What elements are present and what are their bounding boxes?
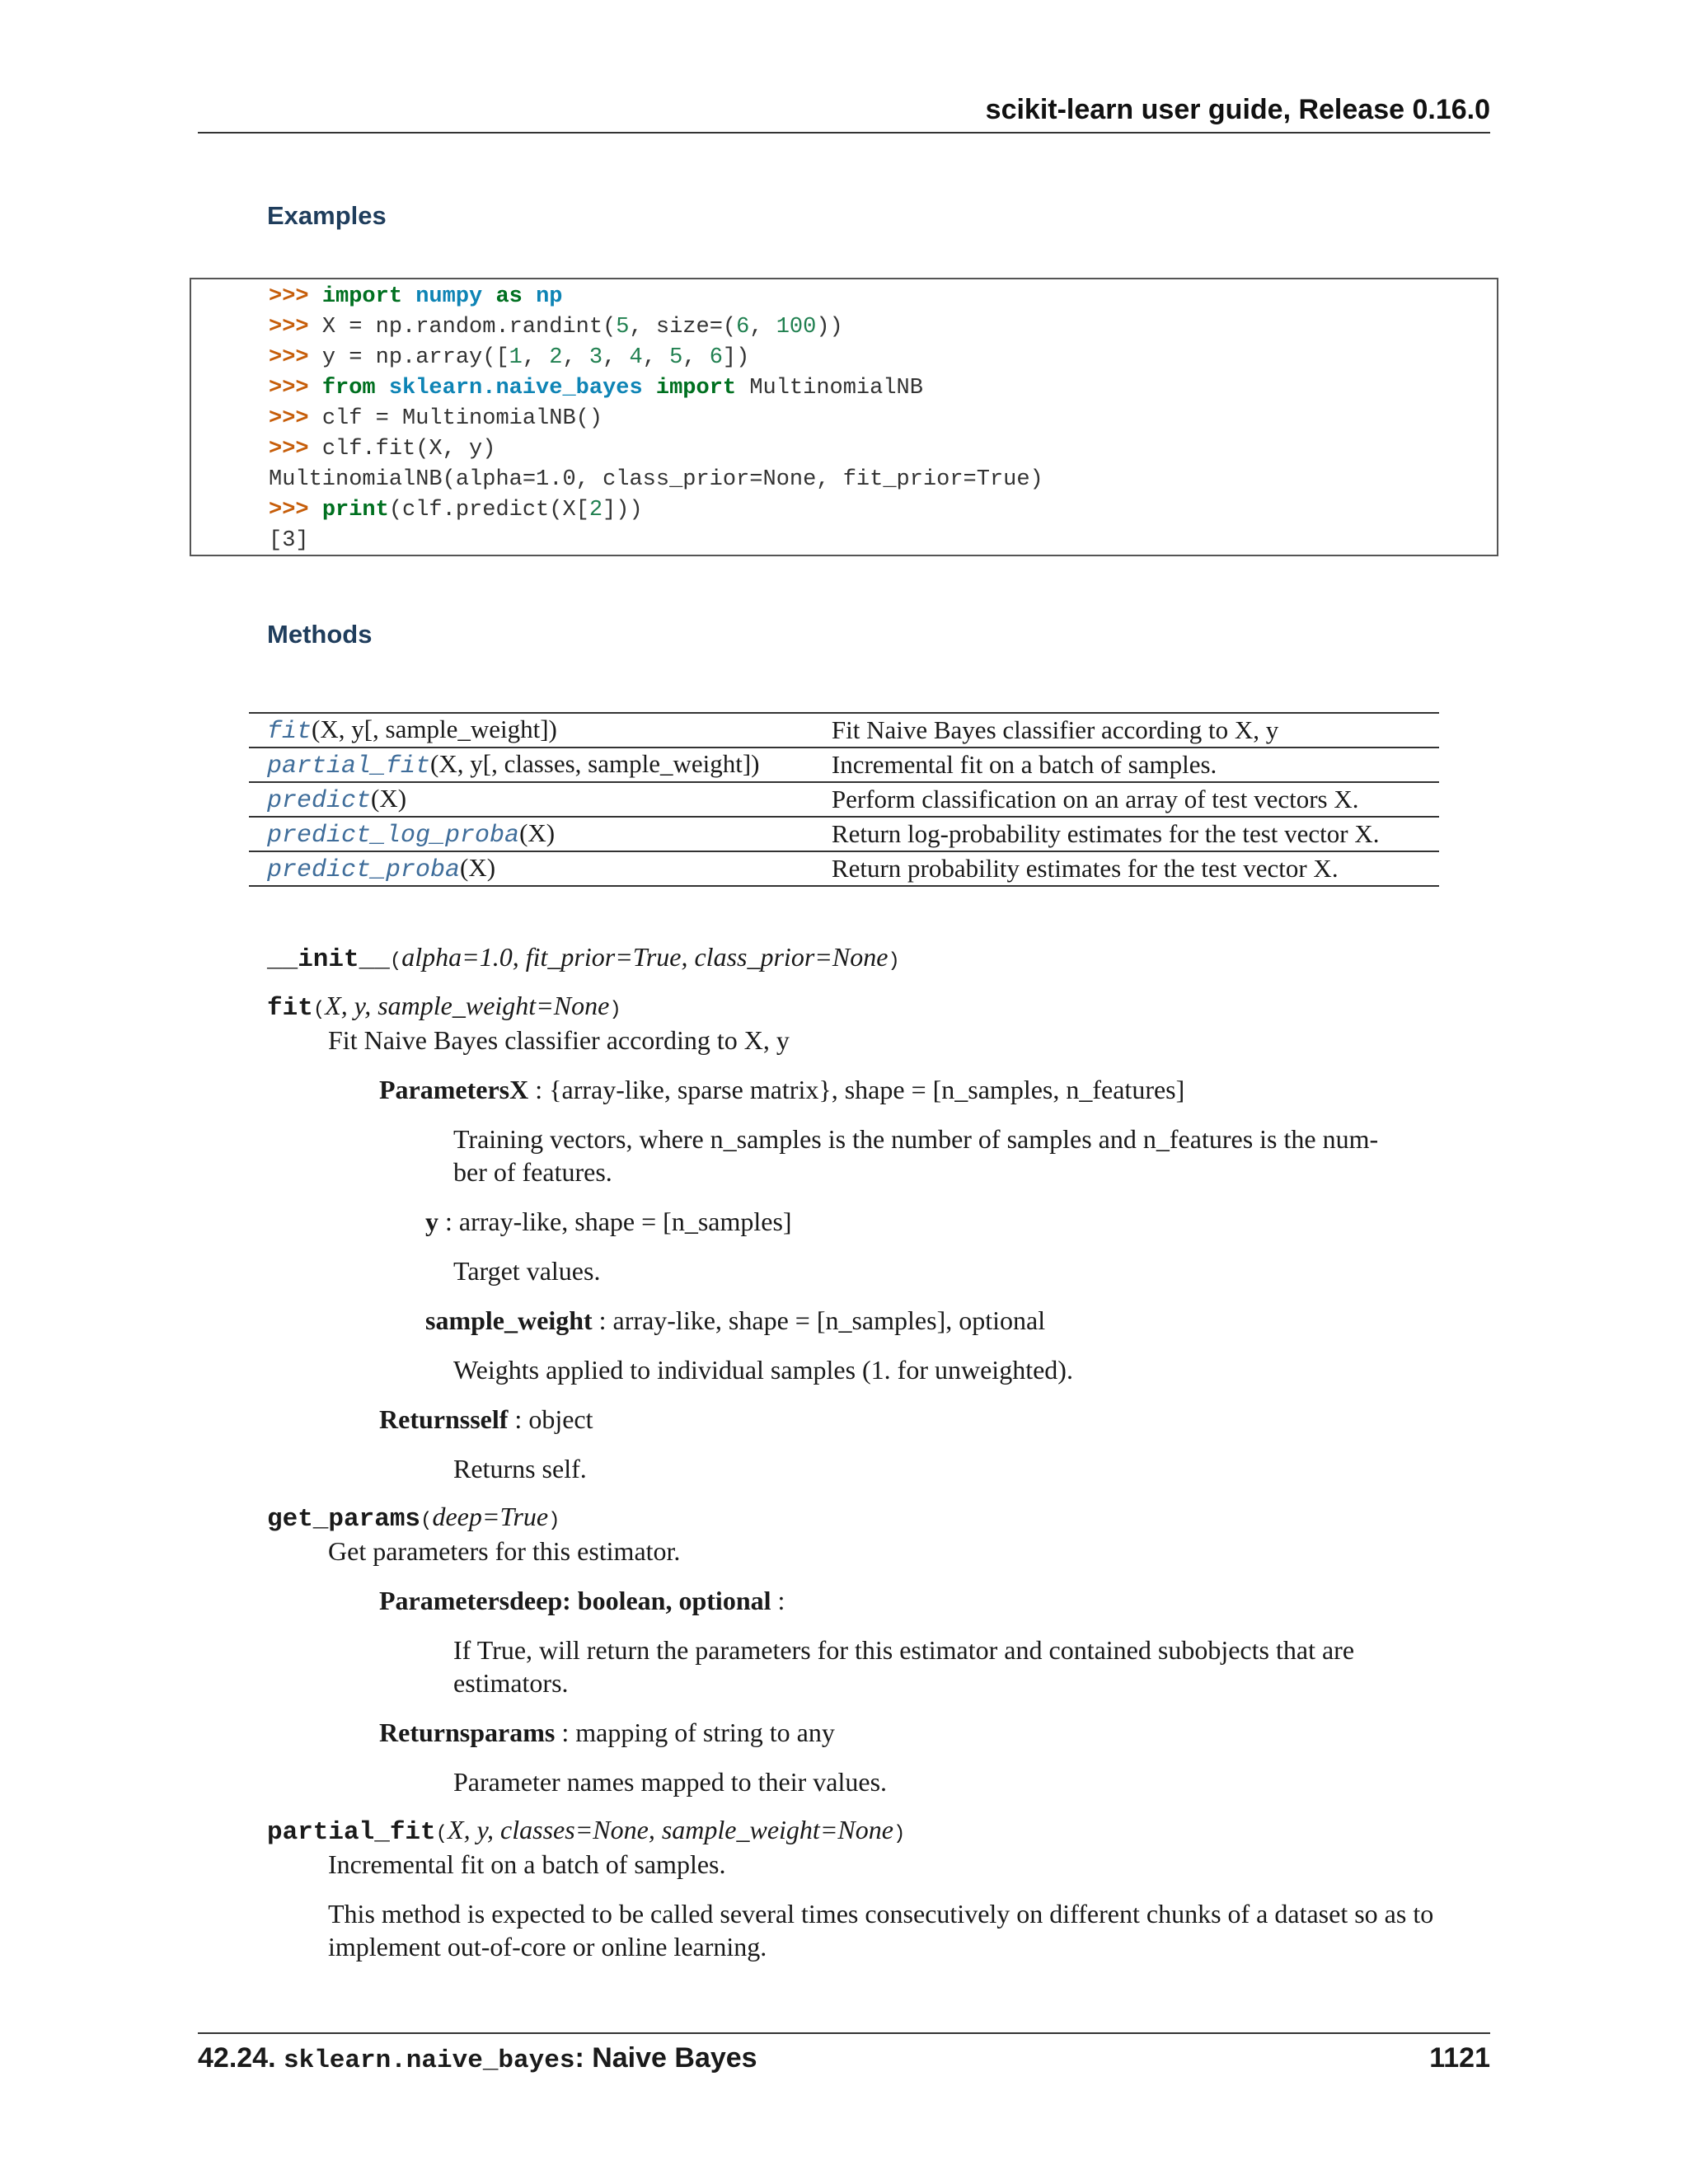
get-params-desc-2: estimators.	[453, 1668, 569, 1698]
method-cell: predict_log_proba(X)	[267, 818, 556, 850]
examples-heading: Examples	[267, 201, 387, 230]
method-link-partial-fit[interactable]: partial_fit	[267, 752, 431, 780]
code-line-6: >>> clf.fit(X, y)	[269, 437, 496, 462]
method-cell: predict_proba(X)	[267, 853, 496, 884]
partial-fit-desc-2: implement out-of-core or online learning.	[328, 1932, 767, 1961]
method-link-predict-log-proba[interactable]: predict_log_proba	[267, 822, 520, 850]
get-params-signature: get_params(deep=True)	[267, 1502, 560, 1534]
init-signature: __init__(alpha=1.0, fit_prior=True, class_prior=None)	[267, 942, 900, 974]
code-line-8: >>> print(clf.predict(X[2]))	[269, 498, 643, 523]
code-line-3: >>> y = np.array([1, 2, 3, 4, 5, 6])	[269, 345, 750, 370]
fit-returns-desc: Returns self.	[453, 1454, 587, 1483]
code-output-2: [3]	[269, 528, 309, 553]
footer-section: 42.24. sklearn.naive_bayes: Naive Bayes	[198, 2042, 757, 2075]
table-row	[249, 851, 1439, 886]
method-desc: Incremental fit on a batch of samples.	[831, 750, 1217, 779]
header-title: scikit-learn user guide, Release 0.16.0	[985, 94, 1490, 125]
partial-fit-desc-1: This method is expected to be called several times consecutively on different chunks of a dataset so as to	[328, 1899, 1434, 1929]
table-row	[249, 782, 1439, 817]
fit-y-param: y : array-like, shape = [n_samples]	[425, 1207, 792, 1236]
methods-table	[249, 712, 1439, 887]
get-params-summary: Get parameters for this estimator.	[328, 1536, 681, 1566]
fit-x-desc-2: ber of features.	[453, 1157, 612, 1187]
method-cell: predict(X)	[267, 784, 407, 815]
fit-y-desc: Target values.	[453, 1256, 601, 1286]
code-line-1: >>> import numpy as np	[269, 284, 563, 309]
fit-x-desc-1: Training vectors, where n_samples is the number of samples and n_features is the num-	[453, 1124, 1379, 1154]
get-params-returns: Returnsparams : mapping of string to any	[379, 1718, 835, 1747]
code-line-2: >>> X = np.random.randint(5, size=(6, 100))	[269, 315, 843, 340]
code-output-1: MultinomialNB(alpha=1.0, class_prior=None, fit_prior=True)	[269, 467, 1043, 492]
code-example-block	[190, 278, 1498, 556]
page-number: 1121	[1429, 2042, 1490, 2074]
method-cell: partial_fit(X, y[, classes, sample_weight])	[267, 749, 760, 780]
method-desc: Fit Naive Bayes classifier according to X, y	[831, 715, 1279, 744]
table-row	[249, 817, 1439, 851]
fit-sw-param: sample_weight : array-like, shape = [n_samples], optional	[425, 1305, 1046, 1335]
method-desc: Return log-probability estimates for the test vector X.	[831, 819, 1380, 848]
method-cell: fit(X, y[, sample_weight])	[267, 715, 557, 746]
partial-fit-summary: Incremental fit on a batch of samples.	[328, 1849, 726, 1879]
fit-params: ParametersX : {array-like, sparse matrix}, shape = [n_samples, n_features]	[379, 1075, 1185, 1104]
method-link-predict[interactable]: predict	[267, 787, 372, 815]
fit-signature: fit(X, y, sample_weight=None)	[267, 991, 621, 1023]
table-row	[249, 748, 1439, 782]
code-line-5: >>> clf = MultinomialNB()	[269, 406, 603, 431]
page-header	[198, 92, 1490, 134]
method-desc: Perform classification on an array of test vectors X.	[831, 785, 1359, 813]
code-line-4: >>> from sklearn.naive_bayes import MultinomialNB	[269, 376, 923, 401]
fit-sw-desc: Weights applied to individual samples (1. for unweighted).	[453, 1355, 1073, 1385]
page-footer	[198, 2032, 1490, 2083]
get-params-desc-1: If True, will return the parameters for this estimator and contained subobjects that are	[453, 1635, 1355, 1665]
method-desc: Return probability estimates for the test vector X.	[831, 854, 1339, 883]
get-params-returns-desc: Parameter names mapped to their values.	[453, 1767, 888, 1797]
method-link-fit[interactable]: fit	[267, 718, 312, 746]
fit-returns: Returnsself : object	[379, 1404, 593, 1434]
method-link-predict-proba[interactable]: predict_proba	[267, 856, 461, 884]
get-params-params: Parametersdeep: boolean, optional :	[379, 1586, 785, 1615]
fit-summary: Fit Naive Bayes classifier according to X, y	[328, 1025, 790, 1055]
table-row	[249, 713, 1439, 748]
partial-fit-signature: partial_fit(X, y, classes=None, sample_weight=None)	[267, 1815, 906, 1847]
methods-heading: Methods	[267, 620, 373, 649]
